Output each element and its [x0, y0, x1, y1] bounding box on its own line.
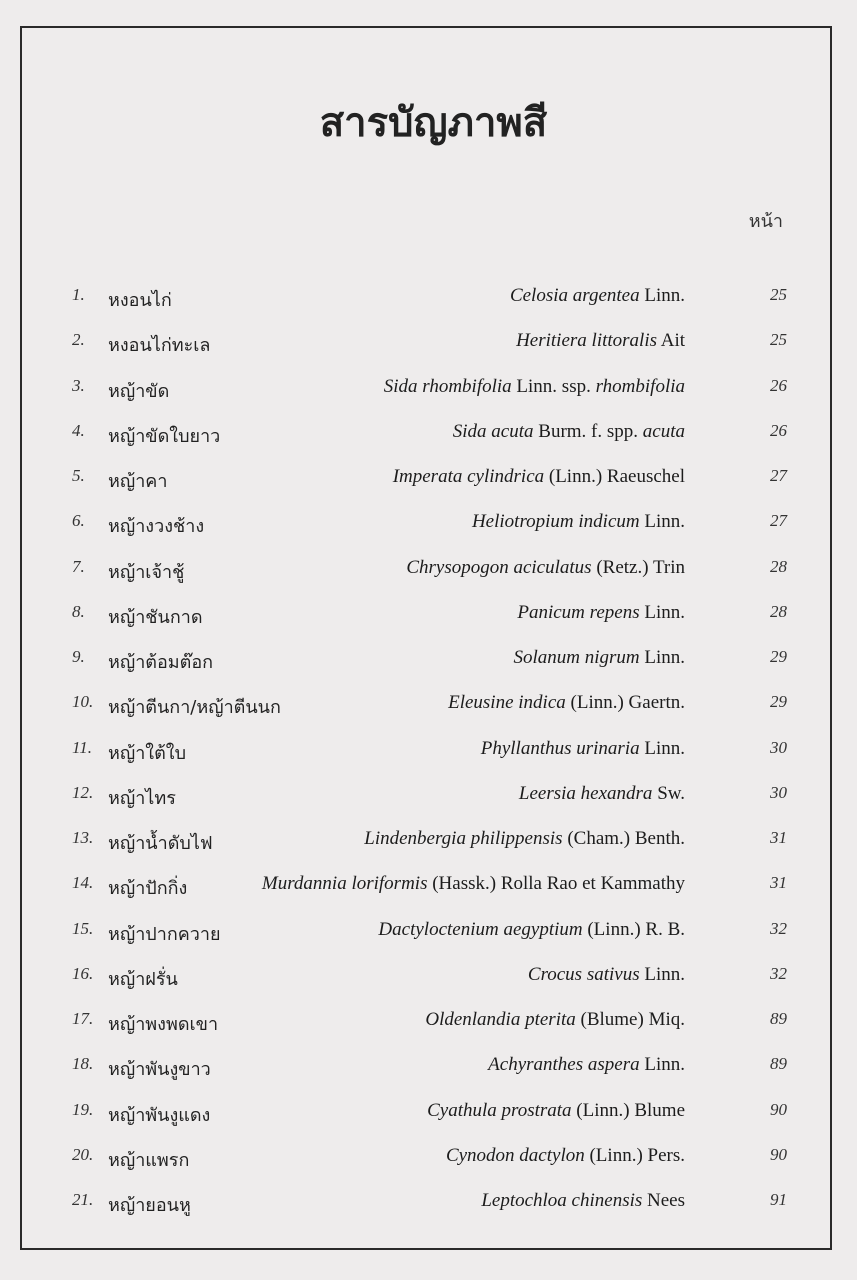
entry-scientific-name	[364, 828, 685, 850]
entry-page-number: 28	[770, 601, 787, 621]
scientific-author: (Linn.) Gaertn.	[565, 692, 685, 714]
contents-entry	[0, 919, 857, 964]
entry-scientific-name	[384, 376, 685, 398]
entry-thai-name: หญ้ายอนหู	[108, 1195, 191, 1216]
entry-number: 16.	[72, 963, 94, 983]
contents-entry	[0, 783, 857, 828]
entry-scientific-name	[448, 692, 685, 714]
entry-number: 18.	[72, 1054, 94, 1074]
contents-entry	[0, 647, 857, 692]
scientific-binomial: Crocus sativus	[527, 963, 640, 985]
scientific-author: Linn.	[639, 285, 685, 306]
entry-scientific-name	[472, 511, 685, 533]
entry-thai-name: หญ้าไทร	[108, 787, 176, 809]
contents-entry	[0, 557, 857, 602]
entry-scientific-name	[453, 421, 685, 443]
entry-thai-name: หญ้าตีนกา/หญ้าตีนนก	[108, 697, 281, 719]
entry-thai-name: หญ้าชันกาด	[108, 606, 203, 628]
scientific-binomial: Achyranthes aspera	[488, 1054, 640, 1076]
entry-number: 19.	[72, 1099, 94, 1119]
contents-entry	[0, 692, 857, 737]
entry-scientific-name	[425, 1009, 685, 1031]
scientific-binomial: Sida rhombifolia	[383, 375, 512, 397]
entry-page-number: 90	[770, 1099, 787, 1119]
entry-page-number: 29	[770, 647, 787, 666]
scientific-binomial: Celosia argentea	[509, 285, 640, 306]
entry-thai-name: หญ้าเจ้าชู้	[108, 561, 185, 583]
entry-scientific-name	[488, 1054, 685, 1076]
entry-number: 12.	[72, 782, 94, 802]
scientific-binomial: Eleusine indica	[448, 692, 566, 714]
contents-list	[0, 285, 857, 1235]
entry-page-number: 30	[770, 737, 787, 757]
entry-page-number: 30	[770, 782, 787, 802]
entry-thai-name: หญ้าพันงูแดง	[108, 1104, 211, 1126]
scientific-binomial: Chrysopogon aciculatus	[406, 556, 592, 578]
contents-entry	[0, 602, 857, 647]
scientific-author: Linn.	[639, 601, 685, 623]
scientific-author: Linn.	[639, 647, 685, 668]
entry-page-number: 90	[770, 1144, 787, 1164]
page-title: สารบัญภาพสี	[319, 100, 548, 146]
entry-thai-name: หญ้าต้อมต๊อก	[108, 652, 214, 673]
scientific-author: Linn.	[639, 511, 685, 533]
scientific-binomial: Dactyloctenium aegyptium	[378, 918, 583, 940]
scientific-binomial: Heritiera littoralis	[516, 330, 658, 352]
scientific-binomial: Leersia hexandra	[518, 782, 653, 804]
scientific-binomial: Solanum nigrum	[513, 647, 640, 668]
contents-entry	[0, 376, 857, 421]
contents-entry	[0, 1145, 857, 1190]
scientific-subspecies: acuta	[642, 420, 685, 442]
scientific-binomial: Murdannia loriformis	[261, 873, 428, 895]
scientific-binomial: Cyathula prostrata	[427, 1099, 572, 1121]
page-column-label: หน้า	[748, 211, 783, 232]
entry-number: 17.	[72, 1009, 94, 1028]
entry-page-number: 28	[770, 556, 787, 576]
entry-scientific-name	[481, 1190, 685, 1212]
entry-thai-name: หญ้าขัด	[108, 380, 170, 402]
entry-page-number: 89	[770, 1009, 787, 1028]
entry-number: 3.	[72, 375, 85, 395]
entry-thai-name: หญ้าพงพดเขา	[108, 1014, 219, 1035]
contents-entry	[0, 466, 857, 511]
entry-scientific-name	[378, 919, 685, 941]
scientific-author: (Blume) Miq.	[575, 1009, 685, 1030]
contents-entry	[0, 1100, 857, 1145]
entry-page-number: 26	[770, 420, 787, 440]
entry-number: 5.	[72, 466, 85, 485]
entry-number: 2.	[72, 330, 85, 350]
entry-page-number: 27	[770, 466, 787, 485]
scientific-author: (Hassk.) Rolla Rao et Kammathy	[427, 873, 685, 895]
contents-entry	[0, 511, 857, 556]
entry-page-number: 32	[770, 963, 787, 983]
entry-number: 11.	[72, 737, 92, 757]
entry-thai-name: หญ้าแพรก	[108, 1149, 190, 1171]
entry-number: 10.	[72, 692, 94, 712]
entry-thai-name: หญ้าปากควาย	[108, 923, 221, 945]
entry-page-number: 89	[770, 1054, 787, 1074]
entry-page-number: 31	[770, 873, 787, 893]
scientific-author: (Retz.) Trin	[591, 556, 685, 578]
entry-thai-name: หงอนไก่ทะเล	[108, 335, 211, 357]
scientific-binomial: Heliotropium indicum	[471, 511, 640, 533]
scientific-author: (Linn.) Pers.	[584, 1144, 685, 1166]
entry-page-number: 29	[770, 692, 787, 712]
entry-page-number: 25	[770, 285, 787, 304]
entry-scientific-name	[528, 964, 685, 986]
entry-number: 6.	[72, 511, 85, 531]
entry-thai-name: หญ้าใต้ใบ	[108, 742, 187, 764]
scientific-author: Linn.	[639, 963, 685, 985]
scientific-author: (Linn.) Raeuschel	[544, 466, 685, 487]
scientific-author: (Cham.) Benth.	[562, 828, 685, 849]
scientific-binomial: Phyllanthus urinaria	[480, 737, 640, 759]
scientific-binomial: Cynodon dactylon	[445, 1144, 585, 1166]
scientific-author: Burm. f. spp.	[533, 420, 643, 442]
scientific-author: Linn. ssp.	[511, 375, 596, 397]
entry-thai-name: หญ้างวงช้าง	[108, 516, 205, 538]
contents-entry	[0, 1190, 857, 1235]
entry-thai-name: หงอนไก่	[108, 290, 172, 311]
scientific-author: Linn.	[639, 737, 685, 759]
entry-number: 13.	[72, 828, 94, 847]
contents-entry	[0, 1054, 857, 1099]
entry-number: 7.	[72, 556, 85, 576]
entry-scientific-name	[513, 647, 685, 669]
scientific-author: Sw.	[652, 782, 685, 804]
scientific-subspecies: rhombifolia	[595, 375, 685, 397]
scientific-author: Ait	[657, 330, 685, 352]
contents-entry	[0, 873, 857, 918]
entry-number: 4.	[72, 420, 85, 440]
entry-scientific-name	[406, 557, 685, 579]
scientific-author: Linn.	[639, 1054, 685, 1076]
entry-scientific-name	[517, 602, 685, 624]
entry-scientific-name	[519, 783, 685, 805]
contents-entry	[0, 421, 857, 466]
entry-thai-name: หญ้าขัดใบยาว	[108, 425, 221, 447]
entry-number: 14.	[72, 873, 94, 893]
scientific-binomial: Oldenlandia pterita	[425, 1009, 576, 1030]
entry-page-number: 31	[770, 828, 787, 847]
entry-scientific-name	[481, 738, 685, 760]
entry-scientific-name	[393, 466, 685, 488]
scientific-binomial: Panicum repens	[517, 601, 640, 623]
contents-entry	[0, 964, 857, 1009]
entry-scientific-name	[262, 873, 685, 895]
entry-thai-name: หญ้าคา	[108, 471, 168, 492]
scientific-binomial: Imperata cylindrica	[392, 466, 545, 487]
entry-page-number: 32	[770, 918, 787, 938]
scientific-author: (Linn.) Blume	[571, 1099, 685, 1121]
entry-thai-name: หญ้าพันงูขาว	[108, 1059, 211, 1081]
contents-entry	[0, 828, 857, 873]
entry-page-number: 91	[770, 1190, 787, 1209]
entry-number: 8.	[72, 601, 85, 621]
entry-number: 1.	[72, 285, 85, 304]
entry-scientific-name	[446, 1145, 685, 1167]
entry-page-number: 25	[770, 330, 787, 350]
entry-number: 20.	[72, 1144, 94, 1164]
entry-thai-name: หญ้าปักกิ่ง	[108, 878, 188, 900]
entry-page-number: 26	[770, 375, 787, 395]
entry-scientific-name	[510, 285, 685, 307]
contents-entry	[0, 1009, 857, 1054]
scientific-author: (Linn.) R. B.	[582, 918, 685, 940]
entry-page-number: 27	[770, 511, 787, 531]
scientific-binomial: Lindenbergia philippensis	[364, 828, 563, 849]
entry-thai-name: หญ้าน้ำดับไฟ	[108, 833, 213, 854]
entry-scientific-name	[427, 1100, 685, 1122]
entry-number: 15.	[72, 918, 94, 938]
contents-entry	[0, 738, 857, 783]
entry-scientific-name	[516, 330, 685, 352]
scientific-binomial: Leptochloa chinensis	[481, 1190, 643, 1211]
contents-entry	[0, 330, 857, 375]
entry-thai-name: หญ้าฝรั่น	[108, 968, 178, 990]
entry-number: 9.	[72, 647, 85, 666]
contents-entry	[0, 285, 857, 330]
scientific-binomial: Sida acuta	[452, 420, 534, 442]
entry-number: 21.	[72, 1190, 94, 1209]
scientific-author: Nees	[642, 1190, 685, 1211]
